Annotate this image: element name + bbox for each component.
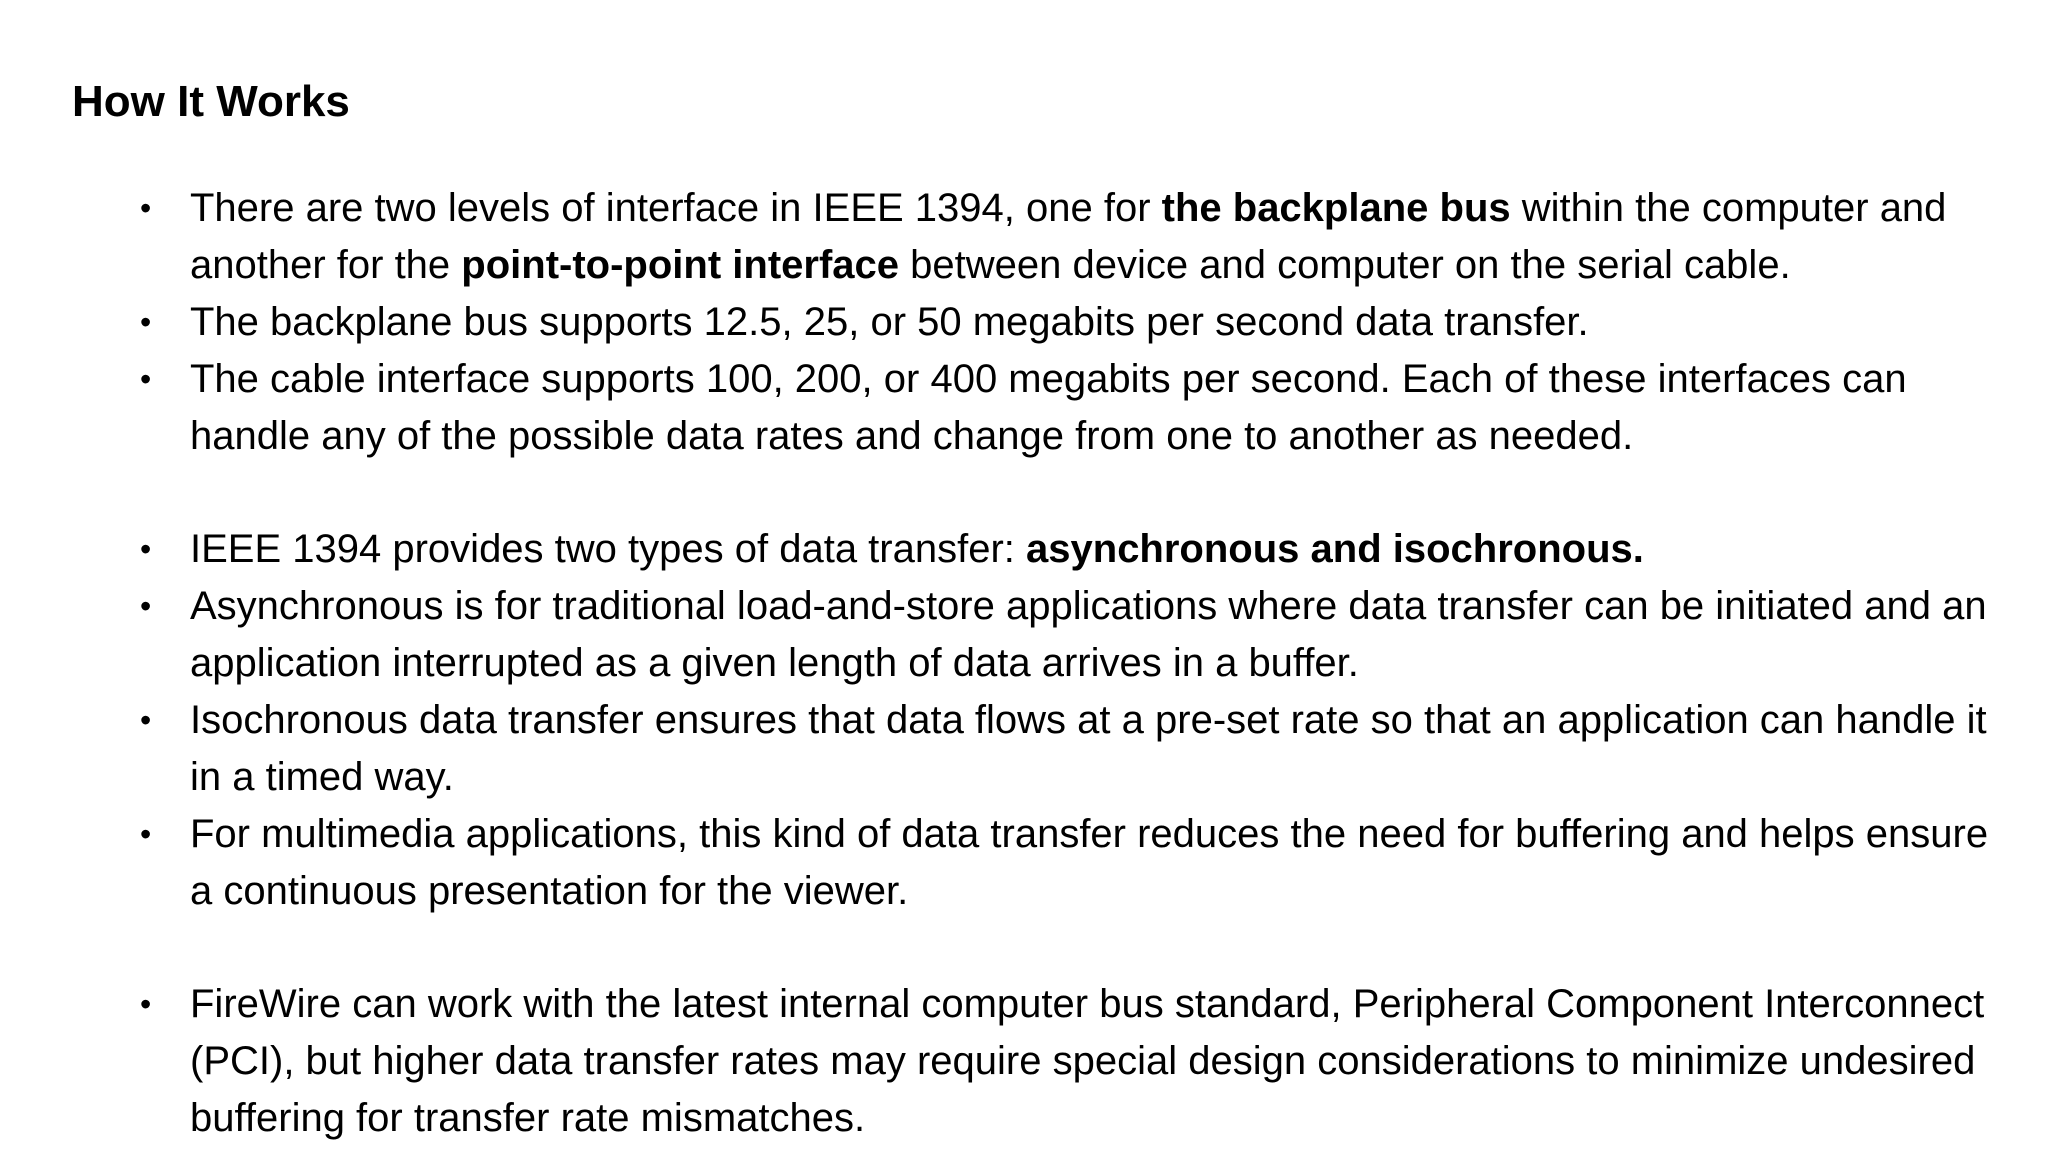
bullet-item (140, 976, 2010, 1147)
bullet-text (190, 186, 1946, 287)
text-run: Asynchronous is for traditional load-and-store applications where data transfer can be initiated and an application interrupted as a given length of data arrives in a buffer. (190, 584, 1987, 685)
bullet-item (140, 521, 2010, 578)
text-run: For multimedia applications, this kind of data transfer reduces the need for buffering and helps ensure a continuous presentation for the viewer. (190, 812, 1989, 913)
slide-title: How It Works (72, 77, 350, 126)
bullet-item (140, 806, 2010, 920)
bullet-icon: • (140, 190, 152, 226)
bullet-icon: • (140, 361, 152, 397)
text-run: between device and computer on the serial cable. (899, 243, 1791, 287)
bold-text: the backplane bus (1161, 186, 1511, 230)
bullet-icon: • (140, 531, 152, 567)
bullet-list (140, 180, 2010, 1147)
text-run: FireWire can work with the latest internal computer bus standard, Peripheral Component Interconnect (PCI), but higher data transfer rates may require special design considerations to minimize undesired buffering for transfer rate mismatches. (190, 982, 1985, 1140)
bold-text: asynchronous and isochronous. (1026, 527, 1644, 571)
text-run: The cable interface supports 100, 200, or 400 megabits per second. Each of these interfaces can handle any of the possible data rates and change from one to another as needed. (190, 357, 1907, 458)
bullet-text (190, 584, 1987, 685)
bullet-text (190, 527, 1644, 571)
bullet-item (140, 692, 2010, 806)
text-run: IEEE 1394 provides two types of data transfer: (190, 527, 1027, 571)
bullet-text (190, 698, 1987, 799)
bullet-item (140, 351, 2010, 465)
bullet-text (190, 300, 1589, 344)
bullet-icon: • (140, 588, 152, 624)
bullet-item (140, 294, 2010, 351)
text-run: The backplane bus supports 12.5, 25, or 50 megabits per second data transfer. (190, 300, 1589, 344)
text-run: There are two levels of interface in IEEE 1394, one for (190, 186, 1162, 230)
text-run: within the computer and another for the (190, 186, 1947, 287)
text-run: Isochronous data transfer ensures that data flows at a pre-set rate so that an application can handle it in a timed way. (190, 698, 1987, 799)
bullet-item (140, 180, 2010, 294)
bullet-text (190, 357, 1907, 458)
bullet-icon: • (140, 304, 152, 340)
bullet-text (190, 812, 1988, 913)
bold-text: point-to-point interface (461, 243, 900, 287)
paragraph-spacer (190, 920, 2010, 976)
bullet-icon: • (140, 816, 152, 852)
bullet-icon: • (140, 702, 152, 738)
bullet-item (140, 578, 2010, 692)
bullet-icon: • (140, 986, 152, 1022)
bullet-text (190, 982, 1984, 1140)
paragraph-spacer (190, 465, 2010, 521)
